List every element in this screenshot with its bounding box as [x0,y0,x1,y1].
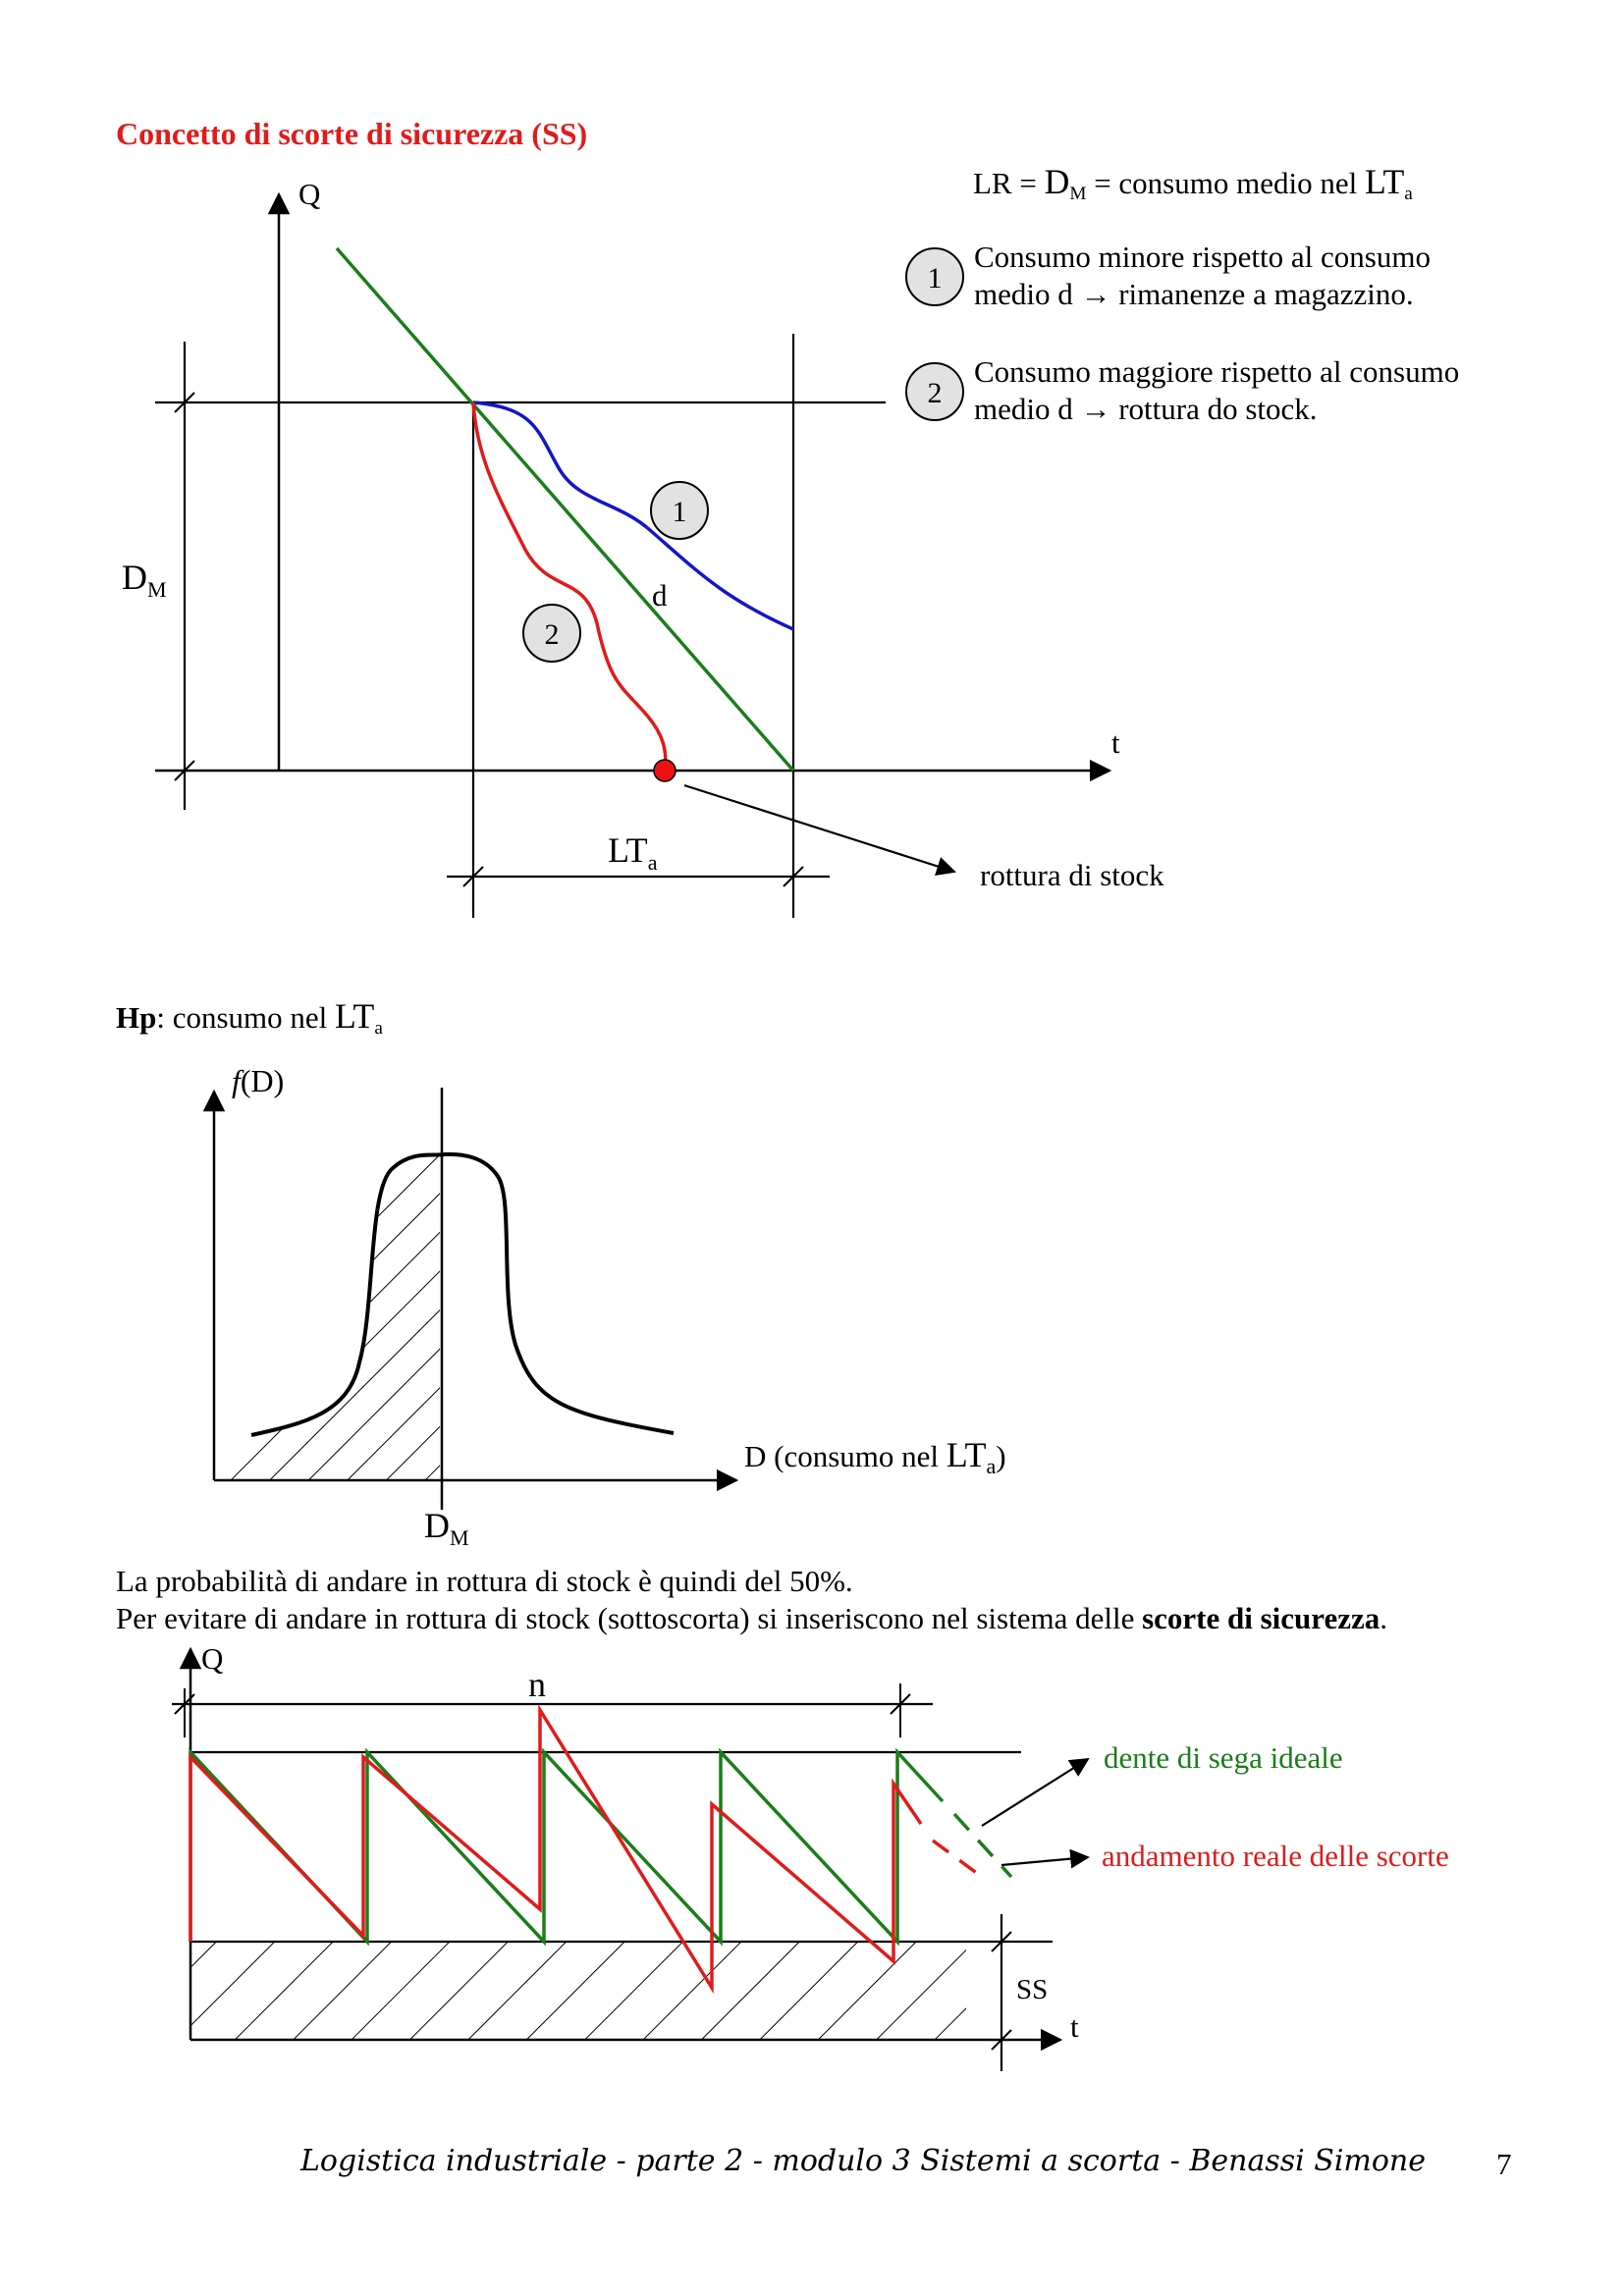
fig3-tick [992,1932,1011,1951]
fig3-ss-label: SS [1016,1974,1049,2005]
paragraph-safety-stock: Per evitare di andare in rottura di stock (sottoscorta) si inseriscono nel sistema delle scorte di sicurezza. [116,1601,1388,1635]
fig3-ideal-sawtooth [190,1752,943,1942]
paragraph-probability: La probabilità di andare in rottura di stock è quindi del 50%. [116,1564,853,1598]
fig3-ideal-callout-arrow [982,1759,1088,1826]
fig2-probability-area [214,1154,444,1480]
fig1-legend-text-1: Consumo minore rispetto al consumo medio d → rimanenze a magazzino. [974,240,1431,311]
fig1-q-label: Q [298,177,321,211]
fig1-t-label: t [1111,725,1120,760]
fig2-x-label: D (consumo nel $LT_a$) [744,1435,1006,1478]
section-title: Concetto di scorte di sicurezza (SS) [116,116,588,151]
fig3-tick [891,1694,910,1714]
fig1-stockout-point [654,760,676,781]
fig2-distribution-curve [251,1154,674,1435]
fig3-q-label: Q [201,1641,224,1676]
fig3-legend-real: andamento reale delle scorte [1102,1839,1449,1873]
footer-text: Logistica industriale - parte 2 - modulo 3 Sistemi a scorta - Benassi Simone [300,2144,1427,2178]
fig1-legend-number-1: 1 [927,262,943,294]
fig1-curve-1-lower-consumption [473,402,793,629]
fig1-definition: LR = $D_M$ = consumo medio nel $LT_a$ [973,162,1413,204]
page-number: 7 [1496,2147,1512,2181]
fig1-curve-2-number: 2 [544,618,560,651]
fig3-real-dashed [933,1841,982,1877]
figure-consumption-chart [0,0,1623,942]
fig1-curve-2-higher-consumption [473,402,666,771]
fig3-t-label: t [1070,2009,1079,2044]
fig1-stockout-arrow [684,785,954,872]
fig1-stockout-label: rottura di stock [980,858,1164,892]
fig1-legend-number-2: 2 [927,377,943,409]
fig2-y-label: f(D) [232,1063,285,1098]
fig1-lt-label: $LT_a$ [608,830,658,875]
fig3-safety-stock-area [190,1942,966,2040]
fig3-tick [175,1694,194,1714]
fig1-average-line-d [337,248,793,771]
fig3-real-callout-arrow [1001,1857,1088,1865]
fig1-d-label: d [652,578,668,613]
fig1-legend-text-2: Consumo maggiore rispetto al consumo medio d → rottura do stock. [974,354,1460,426]
fig1-dm-label: $D_M$ [122,558,167,602]
fig1-curve-1-number: 1 [672,496,687,528]
hp-statement: Hp: consumo nel $LT_a$ [116,996,383,1039]
fig3-tick [992,2030,1011,2050]
fig3-real-stock-line [190,1710,921,1988]
fig3-ideal-dashed [954,1814,1011,1877]
fig3-n-label: n [528,1665,546,1704]
fig3-legend-ideal: dente di sega ideale [1104,1740,1343,1775]
fig2-dm-label: $D_M$ [424,1506,469,1550]
